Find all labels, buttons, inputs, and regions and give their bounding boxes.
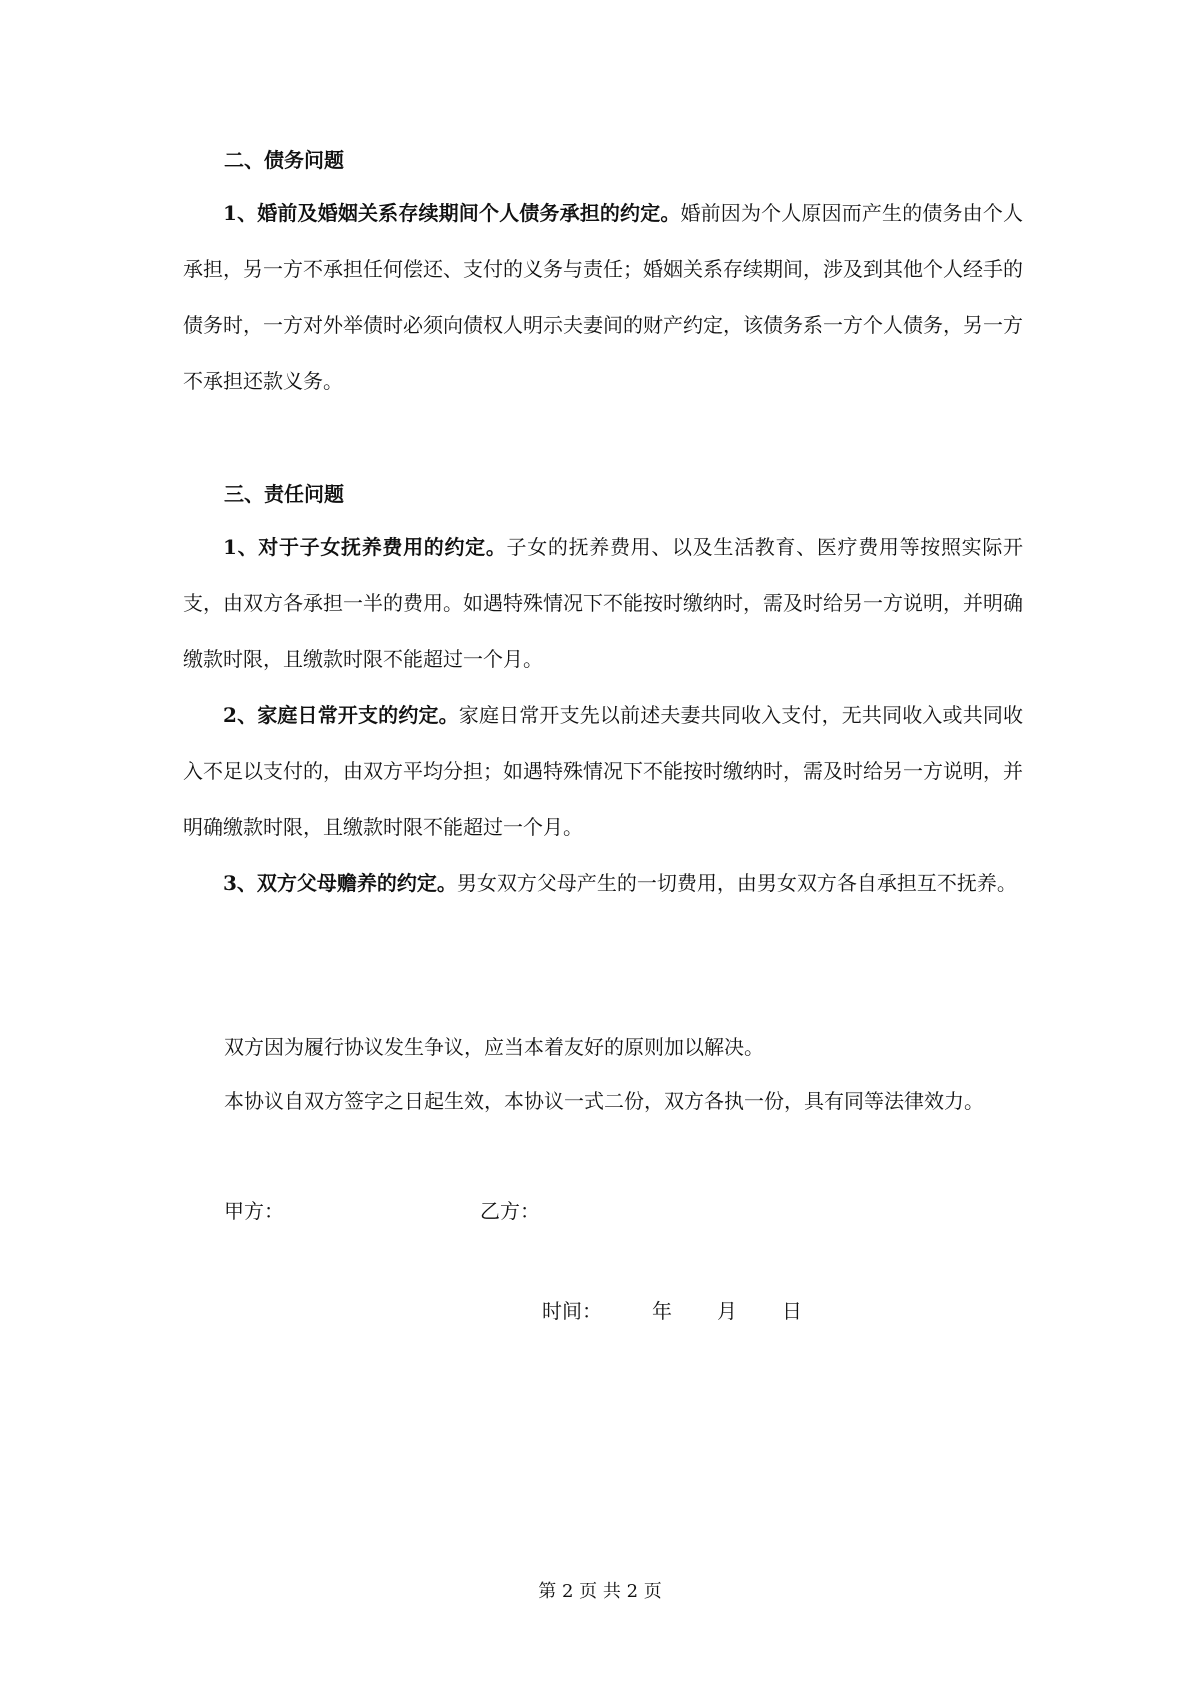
clause-title: 2、家庭日常开支的约定。 — [223, 703, 459, 727]
footer-prefix: 第 — [538, 1581, 557, 1602]
footer-middle: 页 共 — [579, 1581, 621, 1602]
year-label: 年 — [652, 1299, 672, 1323]
section-heading-responsibility: 三、责任问题 — [224, 482, 344, 506]
current-page-number: 2 — [561, 1581, 574, 1602]
total-pages-number: 2 — [626, 1581, 639, 1602]
time-label: 时间： — [542, 1299, 602, 1323]
clause-body: 家庭日常开支先以前述夫妻共同收入支付，无共同收入或共同收入不足以支付的，由双方平均分担；如遇特殊情况下不能按时缴纳时，需及时给另一方说明，并明确缴款时限，且缴款时限不能超过一个月。 — [183, 703, 1024, 839]
responsibility-clause-3 — [183, 855, 1023, 911]
footer-suffix: 页 — [643, 1581, 662, 1602]
clause-body: 婚前因为个人原因而产生的债务由个人承担，另一方不承担任何偿还、支付的义务与责任；婚姻关系存续期间，涉及到其他个人经手的债务时，一方对外举债时必须向债权人明示夫妻间的财产约定，该债务系一方个人债务，另一方不承担还款义务。 — [183, 201, 1023, 393]
effect-clause: 本协议自双方签字之日起生效，本协议一式二份，双方各执一份，具有同等法律效力。 — [224, 1089, 984, 1113]
debt-clause-1 — [183, 185, 1023, 409]
clause-title: 3、双方父母赡养的约定。 — [223, 871, 457, 895]
dispute-clause: 双方因为履行协议发生争议，应当本着友好的原则加以解决。 — [224, 1035, 764, 1059]
section-heading-debt: 二、债务问题 — [224, 148, 344, 172]
day-label: 日 — [782, 1299, 802, 1323]
page-footer — [0, 1580, 1200, 1604]
month-label: 月 — [717, 1299, 737, 1323]
responsibility-clause-1 — [183, 519, 1023, 687]
clause-body: 男女双方父母产生的一切费用，由男女双方各自承担互不抚养。 — [456, 871, 1017, 895]
clause-title: 1、婚前及婚姻关系存续期间个人债务承担的约定。 — [223, 201, 681, 225]
party-b-label: 乙方： — [480, 1199, 540, 1223]
responsibility-clause-2 — [183, 687, 1023, 855]
clause-body: 子女的抚养费用、以及生活教育、医疗费用等按照实际开支，由双方各承担一半的费用。如遇特殊情况下不能按时缴纳时，需及时给另一方说明，并明确缴款时限，且缴款时限不能超过一个月。 — [183, 535, 1024, 671]
party-a-label: 甲方： — [224, 1199, 284, 1223]
signing-date — [542, 1297, 802, 1325]
clause-title: 1、对于子女抚养费用的约定。 — [223, 535, 507, 559]
